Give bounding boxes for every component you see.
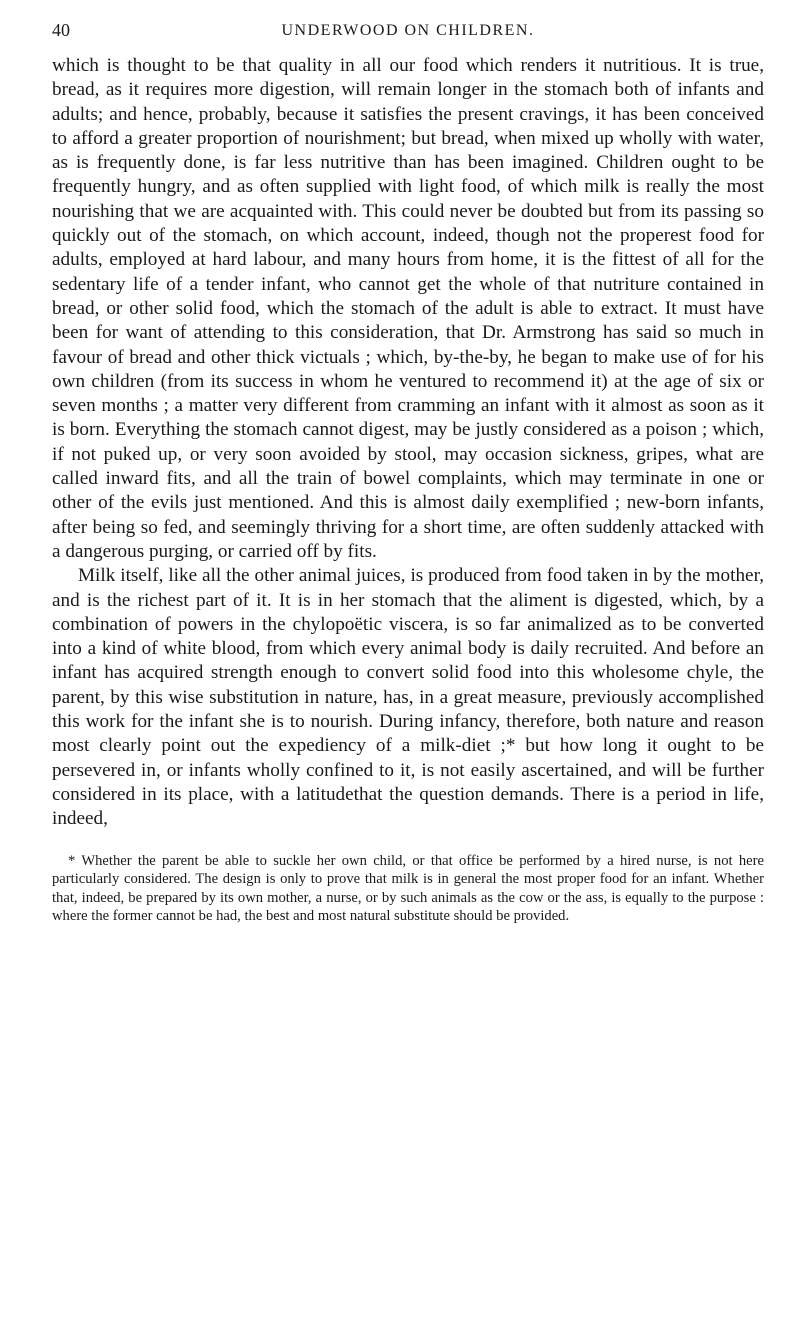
footnote [52,852,764,926]
book-page [52,20,764,926]
running-head [52,20,764,48]
paragraph-continued: which is thought to be that quality in all our food which renders it nutritious. It is true, bread, as it requires more digestion, will remain longer in the stomach both of infants and adults; and hence, probably, because it satisfies the present cravings, it has been conceived to afford a greater proportion of nourishment; but bread, when mixed up wholly with water, as is frequently done, is far less nutritive than has been imagined. Children ought to be frequently hungry, and as often supplied with light food, of which milk is really the most nourishing that we are acquainted with. This could never be doubted but from its passing so quickly out of the stomach, on which account, indeed, though not the properest food for adults, employed at hard labour, and many hours from home, it is the fittest of all for the sedentary life of a tender infant, who cannot get the whole of that nutriture contained in bread, or other solid food, which the stomach of the adult is able to extract. It must have been for want of attending to this consideration, that Dr. Armstrong has said so much in favour of bread and other thick victuals ; which, by-the-by, he began to make use of for his own children (from its success in whom he ventured to recommend it) at the age of six or seven months ; a matter very different from cramming an infant with it almost as soon as it is born. Everything the stomach cannot digest, may be justly considered as a poison ; which, if not puked up, or very soon avoided by stool, may occasion sickness, gripes, what are called inward fits, and all the train of bowel complaints, which may terminate in one or other of the evils just mentioned. And this is almost daily exemplified ; new-born infants, after being so fed, and seemingly thriving for a short time, are often suddenly attacked with a dangerous purging, or carried off by fits. [52,55,764,562]
footnote-text: * Whether the parent be able to suckle her own child, or that office be performed by a hired nurse, is not here particularly considered. The design is only to prove that milk is in general the most proper food for an infant. Whether that, indeed, be prepared by its own mother, a nurse, or by such animals as the cow or the ass, is equally to the purpose : where the former cannot be had, the best and most natural substitute should be provided. [52,852,764,925]
paragraph-milk: Milk itself, like all the other animal juices, is produced from food taken in by the mother, and is the richest part of it. It is in her stomach that the aliment is digested, which, by a combination of powers in the chylopoëtic viscera, is so far animalized as to be converted into a kind of white blood, from which every animal body is daily recruited. And before an infant has acquired strength enough to convert solid food into this wholesome chyle, the parent, by this wise substitution in nature, has, in a great measure, previously accomplished this work for the infant she is to nourish. During infancy, therefore, both nature and reason most clearly point out the expediency of a milk-diet ;* but how long it ought to be persevered in, or infants wholly confined to it, is not easily ascertained, and will be further considered in its place, with a latitudethat the question demands. There is a period in life, indeed, [52,565,764,830]
page-number: 40 [52,20,70,40]
body-text [52,54,764,832]
running-title: UNDERWOOD ON CHILDREN. [281,22,535,39]
